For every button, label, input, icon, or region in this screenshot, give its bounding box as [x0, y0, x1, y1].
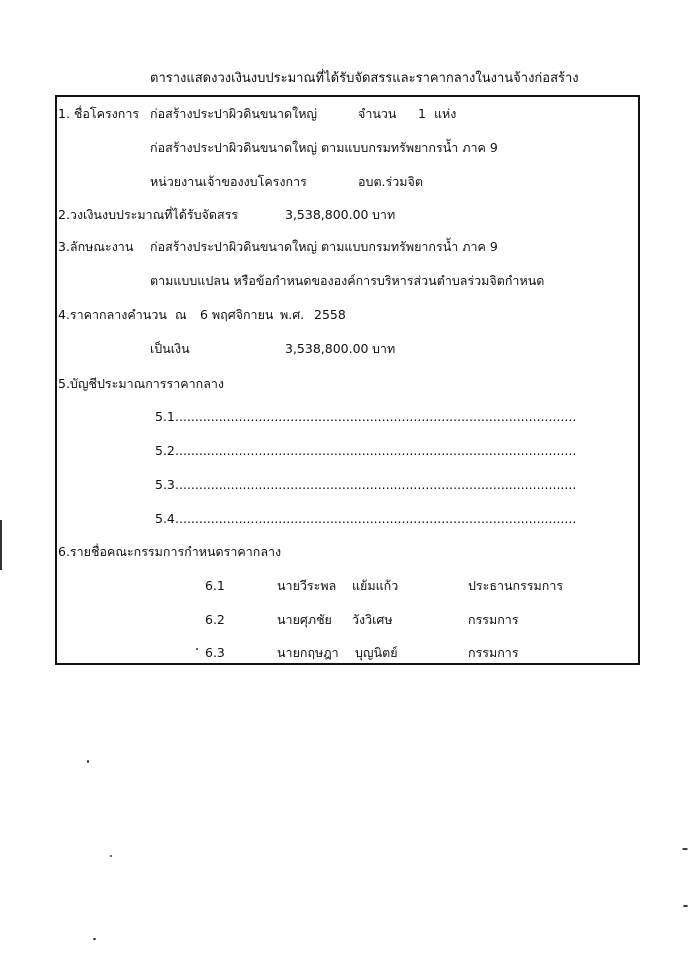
member-first-name: นายกฤษฎา [277, 645, 339, 660]
estimate-item-5-3-blank: ..................................................................................................... [175, 477, 577, 492]
scan-speck [683, 905, 688, 907]
scan-speck [682, 848, 688, 850]
member-last-name: บุญนิตย์ [355, 645, 398, 660]
calc-date: 6 พฤศจิกายน [200, 307, 274, 322]
section3-label: 3.ลักษณะงาน [58, 239, 134, 254]
member-role: กรรมการ [468, 612, 519, 627]
section6-label: 6.รายชื่อคณะกรรมการกำหนดราคากลาง [58, 544, 282, 559]
estimate-item-5-1: 5.1 [155, 409, 175, 424]
owner-value: อบต.ร่วมจิต [358, 174, 423, 189]
project-full-name: ก่อสร้างประปาผิวดินขนาดใหญ่ ตามแบบกรมทรัพยากรน้ำ ภาค 9 [150, 140, 498, 155]
scan-speck [87, 760, 89, 763]
price-amount-label: เป็นเงิน [150, 341, 190, 356]
scan-speck [110, 855, 112, 857]
member-first-name: นายศุภชัย [277, 612, 332, 627]
calc-year: 2558 [314, 307, 346, 322]
quantity-value: 1 [418, 106, 426, 121]
document-title: ตารางแสดงวงเงินงบประมาณที่ได้รับจัดสรรและราคากลางในงานจ้างก่อสร้าง [150, 71, 579, 86]
median-price-amount: 3,538,800.00 [285, 341, 369, 356]
estimate-item-5-4: 5.4 [155, 511, 175, 526]
member-first-name: นายวีระพล [277, 578, 337, 593]
budget-unit: บาท [372, 207, 396, 222]
member-last-name: แย้มแก้ว [352, 578, 399, 593]
quantity-unit: แห่ง [434, 106, 457, 121]
work-description-line1: ก่อสร้างประปาผิวดินขนาดใหญ่ ตามแบบกรมทรัพยากรน้ำ ภาค 9 [150, 239, 498, 254]
project-name: ก่อสร้างประปาผิวดินขนาดใหญ่ [150, 106, 318, 121]
owner-label: หน่วยงานเจ้าของงบโครงการ [150, 174, 307, 189]
estimate-item-5-2-blank: ..................................................................................................... [175, 443, 577, 458]
scan-speck [196, 648, 198, 650]
era-label: พ.ศ. [280, 307, 305, 322]
member-role: กรรมการ [468, 645, 519, 660]
median-price-unit: บาท [372, 341, 396, 356]
member-number: 6.2 [205, 612, 225, 627]
at-label: ณ [175, 307, 187, 322]
scan-speck [93, 938, 96, 940]
scan-edge-mark [0, 520, 2, 570]
estimate-item-5-2: 5.2 [155, 443, 175, 458]
quantity-label: จำนวน [358, 106, 397, 121]
section4-label: 4.ราคากลางคำนวน [58, 307, 167, 322]
estimate-item-5-4-blank: ..................................................................................................... [175, 511, 577, 526]
work-description-line2: ตามแบบแปลน หรือข้อกำหนดขององค์การบริหารส่วนตำบลร่วมจิตกำหนด [150, 273, 545, 288]
member-number: 6.3 [205, 645, 225, 660]
section2-label: 2.วงเงินงบประมาณที่ได้รับจัดสรร [58, 207, 239, 222]
section1-label: 1. ชื่อโครงการ [58, 106, 140, 121]
member-number: 6.1 [205, 578, 225, 593]
member-last-name: วังวิเศษ [352, 612, 393, 627]
estimate-item-5-3: 5.3 [155, 477, 175, 492]
member-role: ประธานกรรมการ [468, 578, 564, 593]
budget-amount: 3,538,800.00 [285, 207, 369, 222]
section5-label: 5.บัญชีประมาณการราคากลาง [58, 376, 224, 391]
estimate-item-5-1-blank: ..................................................................................................... [175, 409, 577, 424]
